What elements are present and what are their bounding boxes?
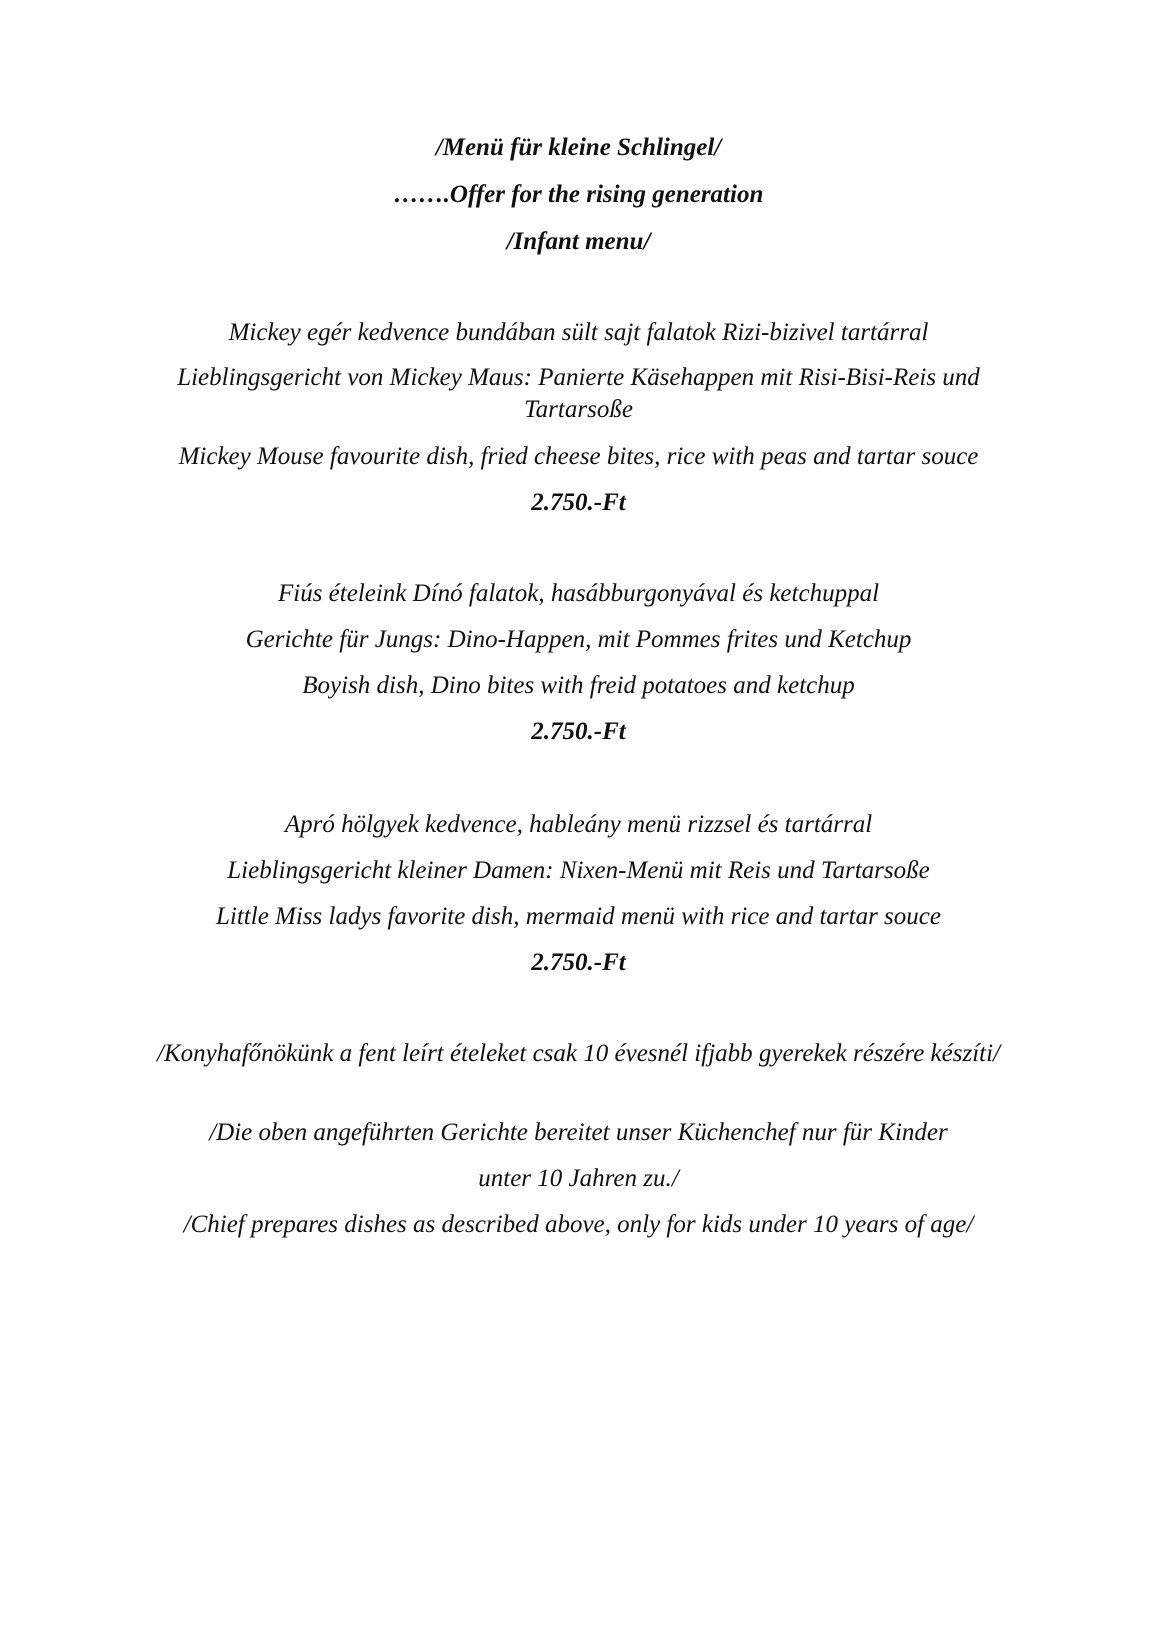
dish-3-price: 2.750.-Ft [531, 949, 626, 976]
dish-1-name-hu: Mickey egér kedvence bundában sült sajt falatok Rizi-bizivel tartárral [228, 319, 929, 346]
note-en: /Chief prepares dishes as described above, only for kids under 10 years of age/ [183, 1211, 974, 1238]
dish-2-price: 2.750.-Ft [531, 718, 626, 745]
dish-1-name-en: Mickey Mouse favourite dish, fried cheese bites, rice with peas and tartar souce [178, 443, 979, 470]
dish-3-name-hu: Apró hölgyek kedvence, hableány menü rizzsel és tartárral [284, 811, 873, 838]
dish-2-name-hu: Fiús ételeink Dínó falatok, hasábburgonyával és ketchuppal [277, 580, 880, 607]
dish-1-name-de: Lieblingsgericht von Mickey Maus: Panierte Käsehappen mit Risi-Bisi-Reis und Tartarsoße [177, 364, 980, 423]
menu-title-en: …….Offer for the rising generation [393, 181, 764, 208]
note-hu: /Konyhafőnökünk a fent leírt ételeket csak 10 évesnél ifjabb gyerekek részére készíti/ [157, 1040, 1000, 1067]
dish-3-name-de: Lieblingsgericht kleiner Damen: Nixen-Menü mit Reis und Tartarsoße [227, 857, 930, 884]
dish-3-name-en: Little Miss ladys favorite dish, mermaid menü with rice and tartar souce [216, 903, 941, 930]
dish-1-price: 2.750.-Ft [531, 489, 626, 516]
menu-title-infant: /Infant menu/ [506, 228, 651, 255]
menu-title-de: /Menü für kleine Schlingel/ [435, 134, 722, 161]
note-de-line1: /Die oben angeführten Gerichte bereitet unser Küchenchef nur für Kinder [209, 1119, 948, 1146]
dish-2-name-de: Gerichte für Jungs: Dino-Happen, mit Pommes frites und Ketchup [245, 626, 912, 653]
note-de-line2: unter 10 Jahren zu./ [478, 1165, 679, 1192]
dish-2-name-en: Boyish dish, Dino bites with freid potatoes and ketchup [302, 672, 855, 699]
